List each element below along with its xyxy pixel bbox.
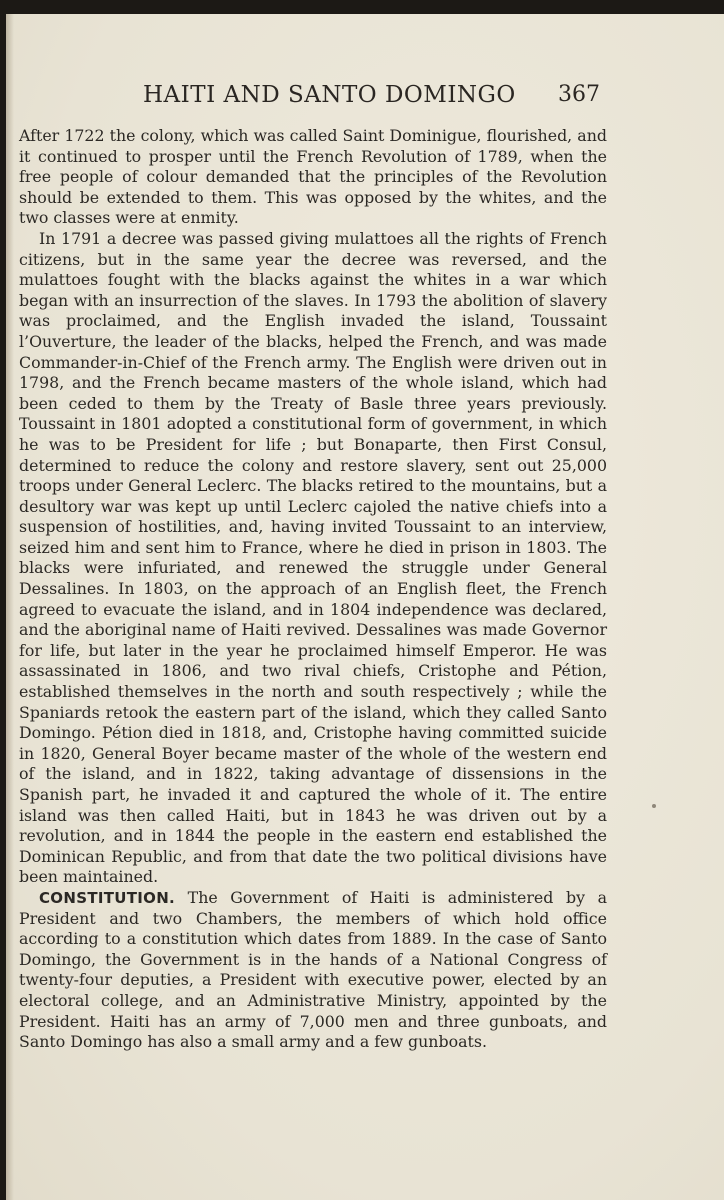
paragraph: After 1722 the colony, which was called Saint Dominigue, flourished, and it continued to prosper until the French Revolution of 1789, when the free people of colour demanded that the principles of the Revolution should be extended to them. This was opposed by the whites, and the two classes were at enmity. xyxy=(19,126,607,228)
paper-speck xyxy=(652,804,656,808)
section-heading: CONSTITUTION. xyxy=(39,888,176,907)
body-text xyxy=(19,126,607,1053)
page-number: 367 xyxy=(558,82,600,107)
running-title: HAITI AND SANTO DOMINGO xyxy=(143,82,516,108)
paragraph: In 1791 a decree was passed giving mulattoes all the rights of French citizens, but in the same year the decree was reversed, and the mulattoes fought with the blacks against the whites in a war which began with an insurrection of the slaves. In 1793 the abolition of slavery was proclaimed, and the English invaded the island, Toussaint l’Ouverture, the leader of the blacks, helped the French, and was made Commander-in-Chief of the French army. The English were driven out in 1798, and the French became masters of the whole island, which had been ceded to them by the Treaty of Basle three years previously. Toussaint in 1801 adopted a constitutional form of government, in which he was to be President for life ; but Bonaparte, then First Consul, determined to reduce the colony and restore slavery, sent out 25,000 troops under General Leclerc. The blacks retired to the mountains, but a desultory war was kept up until Leclerc cajoled the native chiefs into a suspension of hostilities, and, having invited Toussaint to an interview, seized him and sent him to France, where he died in prison in 1803. The blacks were infuriated, and renewed the struggle under General Dessalines. In 1803, on the approach of an English fleet, the French agreed to evacuate the island, and in 1804 independence was declared, and the aboriginal name of Haiti revived. Dessalines was made Governor for life, but later in the year he proclaimed himself Emperor. He was assassinated in 1806, and two rival chiefs, Cristophe and Pétion, established themselves in the north and south respectively ; while the Spaniards retook the eastern part of the island, which they called Santo Domingo. Pétion died in 1818, and, Cristophe having committed suicide in 1820, General Boyer became master of the whole of the western end of the island, and in 1822, taking advantage of dissensions in the Spanish part, he invaded it and captured the whole of it. The entire island was then called Haiti, but in 1843 he was driven out by a revolution, and in 1844 the people in the eastern end established the Dominican Republic, and from that date the two political divisions have been maintained. xyxy=(19,228,607,887)
binding-gutter-shadow xyxy=(6,14,14,1200)
book-page xyxy=(6,14,724,1200)
paragraph-text: The Government of Haiti is administered by a President and two Chambers, the members of which hold office according to a constitution which dates from 1889. In the case of Santo Domingo, the Government is in the hands of a National Congress of twenty-four deputies, a President with executive power, elected by an electoral college, and an Administrative Ministry, appointed by the President. Haiti has an army of 7,000 men and three gunboats, and Santo Domingo has also a small army and a few gunboats. xyxy=(19,887,607,1052)
constitution-paragraph xyxy=(19,888,607,1053)
